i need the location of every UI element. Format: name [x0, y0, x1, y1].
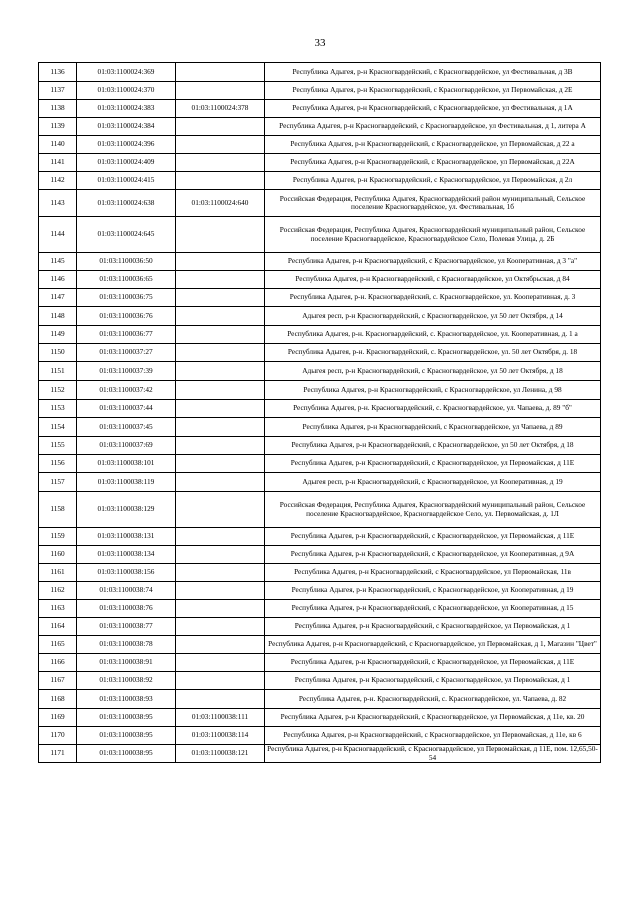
table-row [39, 437, 601, 455]
cadastral-number-cell: 01:03:1100024:638 [77, 190, 176, 217]
cadastral-number-cell: 01:03:1100038:95 [77, 709, 176, 727]
row-number-cell: 1140 [39, 136, 77, 154]
table-row [39, 582, 601, 600]
cadastral-number-cell: 01:03:1100038:95 [77, 745, 176, 763]
table-row [39, 418, 601, 437]
row-number-cell: 1150 [39, 344, 77, 362]
address-cell: Республика Адыгея, р-н Красногвардейский, с Красногвардейское, ул Кооперативная, д 19 [265, 582, 601, 600]
table-row [39, 473, 601, 492]
table-row [39, 82, 601, 100]
cadastral-number-cell: 01:03:1100037:27 [77, 344, 176, 362]
row-number-cell: 1155 [39, 437, 77, 455]
row-number-cell: 1146 [39, 271, 77, 289]
inner-object-cell: 01:03:1100038:111 [176, 709, 265, 727]
inner-object-cell [176, 600, 265, 618]
row-number-cell: 1137 [39, 82, 77, 100]
row-number-cell: 1141 [39, 154, 77, 172]
address-cell: Республика Адыгея, р-н Красногвардейский, с Красногвардейское, ул Первомайская, д 2Е [265, 82, 601, 100]
inner-object-cell [176, 63, 265, 82]
table-row [39, 745, 601, 763]
address-cell: Республика Адыгея, р-н Красногвардейский, с Красногвардейское, ул Первомайская, д 11е, кв 6 [265, 727, 601, 745]
table-row [39, 690, 601, 709]
table-row [39, 253, 601, 271]
address-cell: Республика Адыгея, р-н Красногвардейский, с Красногвардейское, ул Первомайская, д 1, Магазин "Цвет" [265, 636, 601, 654]
address-cell: Республика Адыгея, р-н. Красногвардейский, с. Красногвардейское, ул. Кооперативная, д. 1 а [265, 326, 601, 344]
cadastral-number-cell: 01:03:1100024:369 [77, 63, 176, 82]
address-cell: Республика Адыгея, р-н. Красногвардейский, с. Красногвардейское, ул. Чапаева, д. 89 "б" [265, 400, 601, 418]
inner-object-cell [176, 118, 265, 136]
address-cell: Адыгея респ, р-н Красногвардейский, с Красногвардейское, ул Кооперативная, д 19 [265, 473, 601, 492]
table-row [39, 289, 601, 307]
inner-object-cell [176, 381, 265, 400]
cadastral-number-cell: 01:03:1100037:42 [77, 381, 176, 400]
inner-object-cell [176, 455, 265, 473]
row-number-cell: 1164 [39, 618, 77, 636]
cadastral-number-cell: 01:03:1100038:129 [77, 492, 176, 528]
address-cell: Республика Адыгея, р-н Красногвардейский, с Красногвардейское, ул Чапаева, д 89 [265, 418, 601, 437]
inner-object-cell: 01:03:1100038:114 [176, 727, 265, 745]
row-number-cell: 1163 [39, 600, 77, 618]
row-number-cell: 1158 [39, 492, 77, 528]
registry-table [38, 62, 601, 763]
cadastral-number-cell: 01:03:1100038:74 [77, 582, 176, 600]
cadastral-number-cell: 01:03:1100038:95 [77, 727, 176, 745]
cadastral-number-cell: 01:03:1100038:156 [77, 564, 176, 582]
cadastral-number-cell: 01:03:1100038:101 [77, 455, 176, 473]
address-cell: Республика Адыгея, р-н Красногвардейский, с Красногвардейское, ул Ленина, д 98 [265, 381, 601, 400]
table-row [39, 528, 601, 546]
address-cell: Республика Адыгея, р-н Красногвардейский, с Красногвардейское, ул Первомайская, д 11Е [265, 654, 601, 672]
inner-object-cell [176, 344, 265, 362]
inner-object-cell [176, 672, 265, 690]
table-row [39, 217, 601, 253]
inner-object-cell [176, 636, 265, 654]
row-number-cell: 1149 [39, 326, 77, 344]
cadastral-number-cell: 01:03:1100038:119 [77, 473, 176, 492]
table-row [39, 271, 601, 289]
address-cell: Российская Федерация, Республика Адыгея, Красногвардейский муниципальный район, Сельское поселение Красногвардейское, Красногвардейское Село, Полевая Улица, д. 2Б [265, 217, 601, 253]
cadastral-number-cell: 01:03:1100038:77 [77, 618, 176, 636]
table-row [39, 100, 601, 118]
table-row [39, 618, 601, 636]
cadastral-number-cell: 01:03:1100024:384 [77, 118, 176, 136]
address-cell: Республика Адыгея, р-н Красногвардейский, с Красногвардейское, ул Первомайская, д 1 [265, 672, 601, 690]
inner-object-cell [176, 217, 265, 253]
address-cell: Российская Федерация, Республика Адыгея, Красногвардейский район муниципальный, Сельское поселение Красногвардейское, ул. Фестивальная, 1б [265, 190, 601, 217]
page-number: 33 [314, 37, 326, 49]
cadastral-number-cell: 01:03:1100038:76 [77, 600, 176, 618]
table-row [39, 326, 601, 344]
table-row [39, 381, 601, 400]
cadastral-number-cell: 01:03:1100038:91 [77, 654, 176, 672]
table-row [39, 118, 601, 136]
cadastral-number-cell: 01:03:1100038:131 [77, 528, 176, 546]
cadastral-number-cell: 01:03:1100024:383 [77, 100, 176, 118]
cadastral-number-cell: 01:03:1100024:415 [77, 172, 176, 190]
inner-object-cell [176, 271, 265, 289]
row-number-cell: 1152 [39, 381, 77, 400]
address-cell: Республика Адыгея, р-н Красногвардейский, с Красногвардейское, ул Первомайская, д 11е, кв. 20 [265, 709, 601, 727]
table-row [39, 727, 601, 745]
row-number-cell: 1143 [39, 190, 77, 217]
cadastral-number-cell: 01:03:1100037:69 [77, 437, 176, 455]
row-number-cell: 1142 [39, 172, 77, 190]
table-row [39, 154, 601, 172]
inner-object-cell [176, 307, 265, 326]
inner-object-cell: 01:03:1100024:640 [176, 190, 265, 217]
inner-object-cell [176, 418, 265, 437]
row-number-cell: 1148 [39, 307, 77, 326]
cadastral-number-cell: 01:03:1100038:78 [77, 636, 176, 654]
cadastral-number-cell: 01:03:1100036:77 [77, 326, 176, 344]
address-cell: Республика Адыгея, р-н Красногвардейский, с Красногвардейское, ул Кооперативная, д 3 "а" [265, 253, 601, 271]
address-cell: Республика Адыгея, р-н Красногвардейский, с Красногвардейское, ул Первомайская, д 11Е, пом. 12,65,50-54 [265, 745, 601, 763]
address-cell: Республика Адыгея, р-н Красногвардейский, с Красногвардейское, ул Первомайская, д 2л [265, 172, 601, 190]
cadastral-number-cell: 01:03:1100038:93 [77, 690, 176, 709]
address-cell: Республика Адыгея, р-н Красногвардейский, с Красногвардейское, ул Первомайская, д 11Е [265, 528, 601, 546]
cadastral-number-cell: 01:03:1100037:39 [77, 362, 176, 381]
inner-object-cell [176, 362, 265, 381]
inner-object-cell [176, 690, 265, 709]
inner-object-cell [176, 172, 265, 190]
inner-object-cell [176, 289, 265, 307]
address-cell: Адыгея респ, р-н Красногвардейский, с Красногвардейское, ул 50 лет Октября, д 14 [265, 307, 601, 326]
table-row [39, 172, 601, 190]
row-number-cell: 1154 [39, 418, 77, 437]
address-cell: Республика Адыгея, р-н Красногвардейский, с Красногвардейское, ул Кооперативная, д 9А [265, 546, 601, 564]
row-number-cell: 1157 [39, 473, 77, 492]
inner-object-cell [176, 564, 265, 582]
inner-object-cell: 01:03:1100038:121 [176, 745, 265, 763]
address-cell: Республика Адыгея, р-н Красногвардейский, с Красногвардейское, ул Фестивальная, д 1А [265, 100, 601, 118]
inner-object-cell: 01:03:1100024:378 [176, 100, 265, 118]
address-cell: Адыгея респ, р-н Красногвардейский, с Красногвардейское, ул 50 лет Октября, д 18 [265, 362, 601, 381]
address-cell: Республика Адыгея, р-н. Красногвардейский, с. Красногвардейское, ул. 50 лет Октября, д. 18 [265, 344, 601, 362]
address-cell: Республика Адыгея, р-н Красногвардейский, с Красногвардейское, ул Первомайская, 11в [265, 564, 601, 582]
inner-object-cell [176, 400, 265, 418]
table-row [39, 400, 601, 418]
table-row [39, 455, 601, 473]
inner-object-cell [176, 618, 265, 636]
inner-object-cell [176, 437, 265, 455]
table-row [39, 546, 601, 564]
row-number-cell: 1171 [39, 745, 77, 763]
cadastral-number-cell: 01:03:1100036:75 [77, 289, 176, 307]
cadastral-number-cell: 01:03:1100024:396 [77, 136, 176, 154]
cadastral-number-cell: 01:03:1100038:134 [77, 546, 176, 564]
row-number-cell: 1167 [39, 672, 77, 690]
address-cell: Российская Федерация, Республика Адыгея, Красногвардейский муниципальный район, Сельское поселение Красногвардейское, Красногвардейское Село, ул. Первомайская, д. 1Л [265, 492, 601, 528]
registry-table-body [39, 63, 601, 763]
row-number-cell: 1153 [39, 400, 77, 418]
address-cell: Республика Адыгея, р-н Красногвардейский, с Красногвардейское, ул Октябрьская, д 84 [265, 271, 601, 289]
address-cell: Республика Адыгея, р-н Красногвардейский, с Красногвардейское, ул Фестивальная, д 3В [265, 63, 601, 82]
inner-object-cell [176, 528, 265, 546]
inner-object-cell [176, 492, 265, 528]
cadastral-number-cell: 01:03:1100036:65 [77, 271, 176, 289]
inner-object-cell [176, 582, 265, 600]
table-row [39, 654, 601, 672]
row-number-cell: 1136 [39, 63, 77, 82]
row-number-cell: 1145 [39, 253, 77, 271]
address-cell: Республика Адыгея, р-н. Красногвардейский, с. Красногвардейское, ул. Кооперативная, д. 3 [265, 289, 601, 307]
address-cell: Республика Адыгея, р-н Красногвардейский, с Красногвардейское, ул Фестивальная, д 1, литера А [265, 118, 601, 136]
row-number-cell: 1144 [39, 217, 77, 253]
address-cell: Республика Адыгея, р-н Красногвардейский, с Красногвардейское, ул Кооперативная, д 15 [265, 600, 601, 618]
address-cell: Республика Адыгея, р-н Красногвардейский, с Красногвардейское, ул Первомайская, д 11Е [265, 455, 601, 473]
inner-object-cell [176, 82, 265, 100]
table-row [39, 636, 601, 654]
table-row [39, 190, 601, 217]
table-row [39, 600, 601, 618]
row-number-cell: 1160 [39, 546, 77, 564]
row-number-cell: 1165 [39, 636, 77, 654]
table-row [39, 709, 601, 727]
inner-object-cell [176, 136, 265, 154]
table-row [39, 362, 601, 381]
row-number-cell: 1156 [39, 455, 77, 473]
address-cell: Республика Адыгея, р-н. Красногвардейский, с. Красногвардейское, ул. Чапаева, д. 82 [265, 690, 601, 709]
row-number-cell: 1166 [39, 654, 77, 672]
table-row [39, 564, 601, 582]
address-cell: Республика Адыгея, р-н Красногвардейский, с Красногвардейское, ул Первомайская, д 22А [265, 154, 601, 172]
row-number-cell: 1161 [39, 564, 77, 582]
row-number-cell: 1162 [39, 582, 77, 600]
row-number-cell: 1147 [39, 289, 77, 307]
row-number-cell: 1168 [39, 690, 77, 709]
address-cell: Республика Адыгея, р-н Красногвардейский, с Красногвардейское, ул 50 лет Октября, д 18 [265, 437, 601, 455]
cadastral-number-cell: 01:03:1100037:45 [77, 418, 176, 437]
row-number-cell: 1138 [39, 100, 77, 118]
table-row [39, 136, 601, 154]
table-row [39, 63, 601, 82]
table-row [39, 672, 601, 690]
row-number-cell: 1139 [39, 118, 77, 136]
address-cell: Республика Адыгея, р-н Красногвардейский, с Красногвардейское, ул Первомайская, д 22 а [265, 136, 601, 154]
cadastral-number-cell: 01:03:1100036:76 [77, 307, 176, 326]
row-number-cell: 1151 [39, 362, 77, 381]
cadastral-number-cell: 01:03:1100024:370 [77, 82, 176, 100]
inner-object-cell [176, 654, 265, 672]
row-number-cell: 1169 [39, 709, 77, 727]
cadastral-number-cell: 01:03:1100037:44 [77, 400, 176, 418]
cadastral-number-cell: 01:03:1100036:50 [77, 253, 176, 271]
address-cell: Республика Адыгея, р-н Красногвардейский, с Красногвардейское, ул Первомайская, д 1 [265, 618, 601, 636]
inner-object-cell [176, 326, 265, 344]
cadastral-number-cell: 01:03:1100024:645 [77, 217, 176, 253]
cadastral-number-cell: 01:03:1100024:409 [77, 154, 176, 172]
cadastral-number-cell: 01:03:1100038:92 [77, 672, 176, 690]
inner-object-cell [176, 253, 265, 271]
table-row [39, 307, 601, 326]
inner-object-cell [176, 546, 265, 564]
inner-object-cell [176, 473, 265, 492]
row-number-cell: 1159 [39, 528, 77, 546]
table-row [39, 344, 601, 362]
row-number-cell: 1170 [39, 727, 77, 745]
table-row [39, 492, 601, 528]
inner-object-cell [176, 154, 265, 172]
